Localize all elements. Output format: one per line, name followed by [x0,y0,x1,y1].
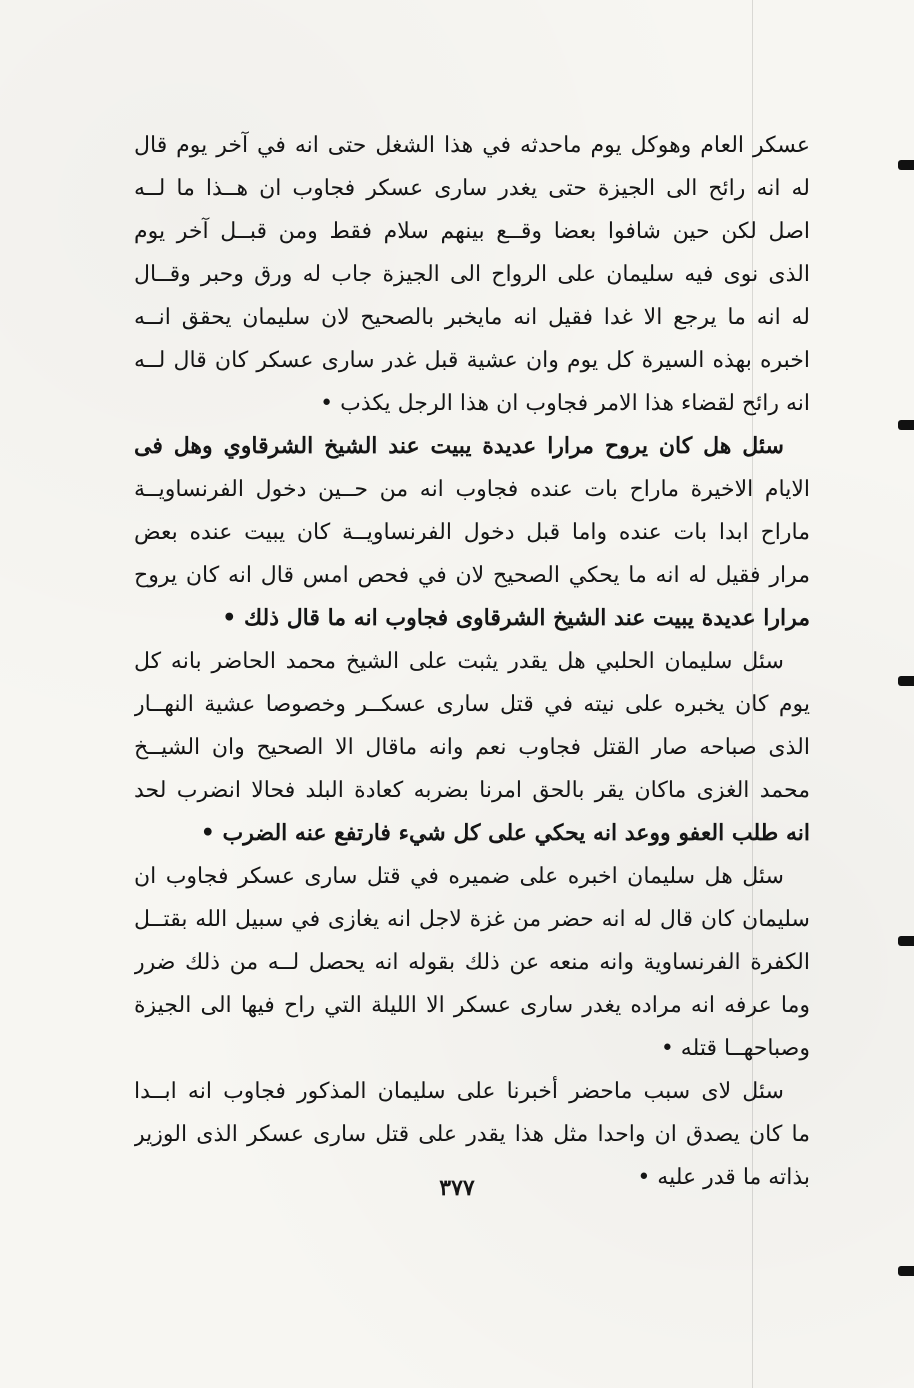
text-line: ماراح ابدا بات عنده واما قبل دخول الفرنساويــة كان يبيت عنده بعض [134,520,810,545]
text-line: سليمان كان قال له انه حضر من غزة لاجل انه يغازى في سبيل الله بقتــل [134,907,810,932]
text-line: ما كان يصدق ان واحدا مثل هذا يقدر على قتل سارى عسكر الذى الوزير [134,1122,810,1147]
text-line: سئل لاى سبب ماحضر أخبرنا على سليمان المذكور فجاوب انه ابــدا [134,1079,784,1104]
body-text [134,124,810,1199]
page-edge-mark [898,936,914,946]
text-line: سئل هل سليمان اخبره على ضميره في قتل سارى عسكر فجاوب ان [134,864,784,889]
text-line: انه رائح لقضاء هذا الامر فجاوب ان هذا الرجل يكذب • [320,391,810,416]
page-edge-mark [898,1266,914,1276]
text-line: اصل لكن حين شافوا بعضا وقــع بينهم سلام فقط ومن قبــل آخر يوم [134,219,810,244]
text-line: محمد الغزى ماكان يقر بالحق امرنا بضربه كعادة البلد فحالا انضرب لحد [134,778,810,803]
text-line: الايام الاخيرة ماراح بات عنده فجاوب انه من حــين دخول الفرنساويــة [134,477,810,502]
text-line: مرار فقيل له انه ما يحكي الصحيح لان في فحص امس قال انه كان يروح [134,563,810,588]
page-edge-mark [898,420,914,430]
text-line: الذى نوى فيه سليمان على الرواح الى الجيزة جاب له ورق وحبر وقــال [134,262,810,287]
text-line: له انه ما يرجع الا غدا فقيل انه مايخبر بالصحيح لان سليمان يحقق انــه [134,305,810,330]
text-line: اخبره بهذه السيرة كل يوم وان عشية قبل غدر سارى عسكر كان قال لــه [134,348,810,373]
text-line: انه طلب العفو ووعد انه يحكي على كل شيء فارتفع عنه الضرب • [200,820,810,846]
text-line: سئل هل كان يروح مرارا عديدة يبيت عند الشيخ الشرقاوي وهل فى [134,433,784,459]
text-line: يوم كان يخبره على نيته في قتل سارى عسكــر وخصوصا عشية النهــار [134,692,810,717]
text-line: له انه رائح الى الجيزة حتى يغدر سارى عسكر فجاوب ان هــذا ما لــه [134,176,810,201]
text-line: وصباحهــا قتله • [660,1036,810,1061]
page-edge-mark [898,160,914,170]
text-line: بذاته ما قدر عليه • [637,1165,810,1190]
text-line: عسكر العام وهوكل يوم ماحدثه في هذا الشغل حتى انه في آخر يوم قال [134,133,810,158]
text-line: مرارا عديدة يبيت عند الشيخ الشرقاوى فجاوب انه ما قال ذلك • [222,605,810,631]
text-line: الكفرة الفرنساوية وانه منعه عن ذلك بقوله انه يحصل لــه من ذلك ضرر [134,950,810,975]
page-edge-mark [898,676,914,686]
text-line: الذى صباحه صار القتل فجاوب نعم وانه ماقال الا الصحيح وان الشيــخ [134,735,810,760]
text-line: وما عرفه انه مراده يغدر سارى عسكر الا الليلة التي راح فيها الى الجيزة [134,993,810,1018]
page-number: ٣٧٧ [439,1175,475,1201]
text-line: سئل سليمان الحلبي هل يقدر يثبت على الشيخ محمد الحاضر بانه كل [134,649,784,674]
